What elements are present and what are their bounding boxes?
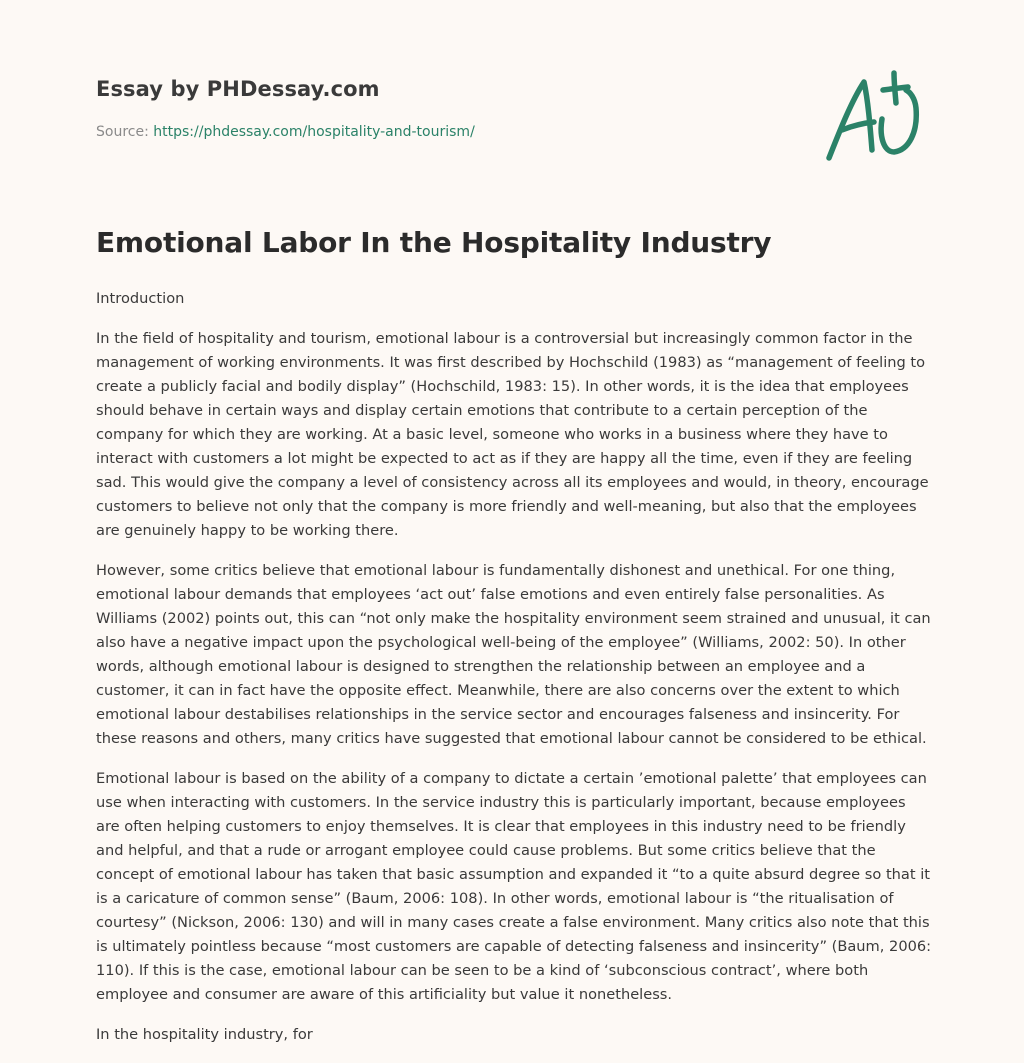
essay-title: Emotional Labor In the Hospitality Industry [96,226,772,259]
essay-paragraph: However, some critics believe that emotional labour is fundamentally dishonest and unethical. For one thing, emotional labour demands that employees ‘act out’ false emotions and even entirely false personalities. As Williams (2002) points out, this can “not only make the hospitality environment seem strained and unusual, it can also have a negative impact upon the psychological well-being of the employee” (Williams, 2002: 50). In other words, although emotional labour is designed to strengthen the relationship between an employee and a customer, it can in fact have the opposite effect. Meanwhile, there are also concerns over the extent to which emotional labour destabilises relationships in the service sector and encourages falseness and insincerity. For these reasons and others, many critics have suggested that emotional labour cannot be considered to be ethical. [96,562,931,747]
essay-paragraph: Emotional labour is based on the ability of a company to dictate a certain ’emotional palette’ that employees can use when interacting with customers. In the service industry this is particularly important, because employees are often helping customers to enjoy themselves. It is clear that employees in this industry need to be friendly and helpful, and that a rude or arrogant employee could cause problems. But some critics believe that the concept of emotional labour has taken that basic assumption and expanded it “to a quite absurd degree so that it is a caricature of common sense” (Baum, 2006: 108). In other words, emotional labour is “the ritualisation of courtesy” (Nickson, 2006: 130) and will in many cases create a false environment. Many critics also note that this is ultimately pointless because “most customers are capable of detecting falseness and insincerity” (Baum, 2006: 110). If this is the case, emotional labour can be seen to be a kind of ‘subconscious contract’, where both employee and consumer are aware of this artificiality but value it nonetheless. [96,770,932,1003]
source-link[interactable]: https://phdessay.com/hospitality-and-tourism/ [153,124,475,140]
source-label: Source: [96,124,149,140]
essay-paragraph: In the field of hospitality and tourism, emotional labour is a controversial but increasingly common factor in the management of working environments. It was first described by Hochschild (1983) as “management of feeling to create a publicly facial and bodily display” (Hochschild, 1983: 15). In other words, it is the idea that employees should behave in certain ways and display certain emotions that contribute to a certain perception of the company for which they are working. At a basic level, someone who works in a business where they have to interact with customers a lot might be expected to act as if they are happy all the time, even if they are feeling sad. This would give the company a level of consistency across all its employees and would, in theory, encourage customers to believe not only that the company is more friendly and well-meaning, but also that the employees are genuinely happy to be working there. [96,330,929,539]
brand-title: Essay by PHDessay.com [96,77,380,101]
essay-paragraph: In the hospitality industry, for [96,1026,313,1043]
essay-body [96,287,932,1063]
a-plus-logo-icon [826,70,926,165]
source-line [96,124,475,140]
essay-paragraph: Introduction [96,290,185,307]
